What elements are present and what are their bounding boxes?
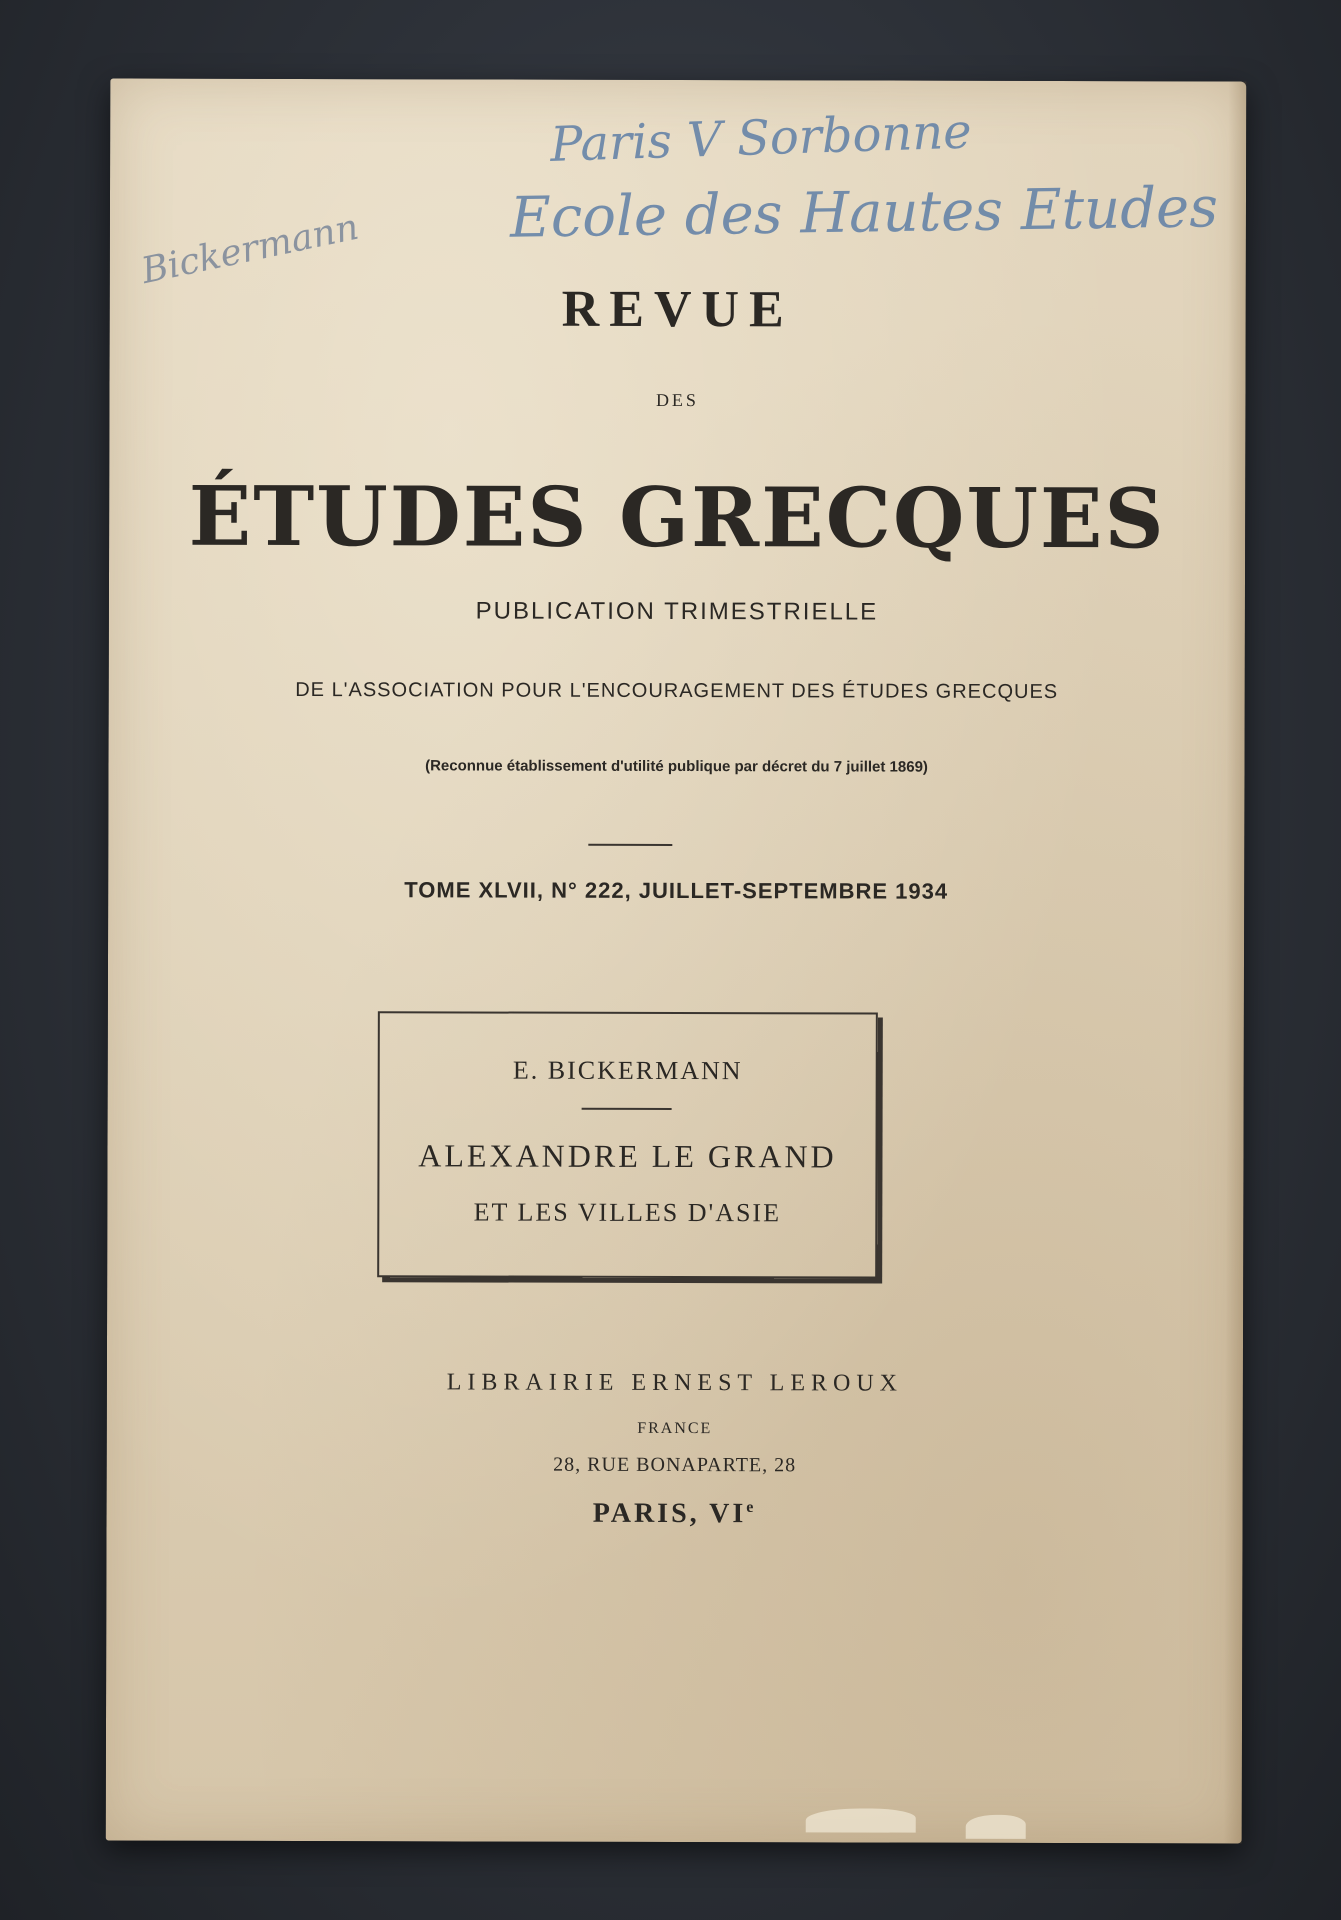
page-edge-shadow bbox=[1224, 81, 1247, 1843]
article-title-line2: ET LES VILLES D'ASIE bbox=[473, 1197, 782, 1228]
publisher-city bbox=[107, 1497, 1243, 1532]
paper-tear bbox=[806, 1808, 916, 1832]
handwritten-inscription-line1: Paris V Sorbonne bbox=[549, 103, 973, 174]
handwritten-inscription-line2: Ecole des Hautes Etudes bbox=[509, 175, 1219, 251]
publisher-city-superscript: e bbox=[746, 1498, 757, 1516]
divider-rule bbox=[588, 844, 672, 846]
paper-tear bbox=[966, 1815, 1026, 1839]
association-line: DE L'ASSOCIATION POUR L'ENCOURAGEMENT DES ÉTUDES GRECQUES bbox=[295, 679, 1059, 703]
article-divider bbox=[582, 1108, 672, 1110]
publisher-address: 28, RUE BONAPARTE, 28 bbox=[553, 1453, 797, 1477]
article-author: E. BICKERMANN bbox=[512, 1055, 743, 1086]
handwritten-margin-note: Bickermann bbox=[138, 206, 363, 293]
masthead-revue: REVUE bbox=[561, 280, 794, 339]
masthead-etudes-grecques: ÉTUDES GRECQUES bbox=[188, 468, 1166, 568]
journal-cover bbox=[106, 79, 1247, 1844]
publisher-name: LIBRAIRIE ERNEST LEROUX bbox=[446, 1369, 904, 1397]
issue-line: TOME XLVII, N° 222, JUILLET-SEPTEMBRE 1934 bbox=[404, 877, 949, 904]
article-title-line1: ALEXANDRE LE GRAND bbox=[418, 1137, 837, 1175]
masthead-des: DES bbox=[655, 389, 699, 411]
recognition-note: (Reconnue établissement d'utilité publique par décret du 7 juillet 1869) bbox=[425, 757, 928, 776]
publication-frequency: PUBLICATION TRIMESTRIELLE bbox=[475, 597, 879, 626]
article-box bbox=[377, 1011, 878, 1278]
publisher-city-text: PARIS, VI bbox=[592, 1497, 747, 1530]
publisher-country: FRANCE bbox=[637, 1419, 713, 1438]
